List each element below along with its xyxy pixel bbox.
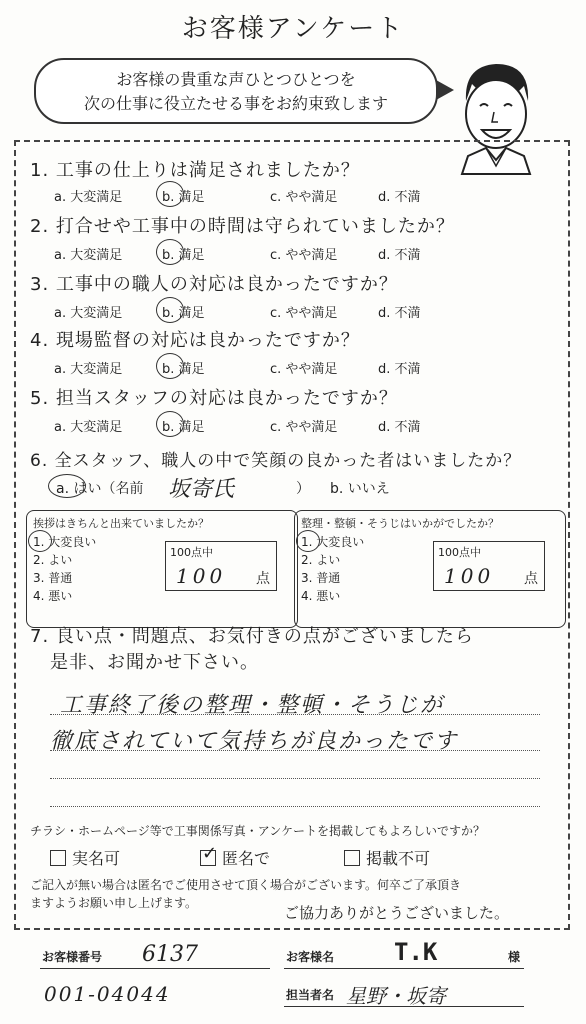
option-b: b. 満足 bbox=[162, 362, 205, 377]
customer-name-suffix: 様 bbox=[507, 950, 520, 964]
answer-circle bbox=[156, 239, 184, 265]
option-c: c. やや満足 bbox=[270, 306, 338, 321]
question-1-options bbox=[54, 186, 486, 205]
score-label: 100点中 bbox=[170, 546, 213, 559]
option-c: c. やや満足 bbox=[270, 190, 338, 205]
question-3: 3. 工事中の職人の対応は良かったですか？ bbox=[30, 274, 398, 295]
greeting-box-title: 挨拶はきちんと出来ていましたか？ bbox=[33, 517, 209, 530]
customer-name-field bbox=[284, 938, 524, 969]
option-b: b. 満足 bbox=[162, 420, 205, 435]
publish-note-2: ますようお願い申し上げます。 bbox=[30, 896, 198, 910]
tidy-box-title: 整理・整頓・そうじはいかがでしたか？ bbox=[301, 517, 499, 530]
question-7-line-1: 7. 良い点・問題点、お気付きの点がございましたら bbox=[30, 626, 474, 647]
checked-checkbox-icon bbox=[200, 850, 216, 866]
answer-circle bbox=[156, 411, 184, 437]
q6-close-paren: ） bbox=[296, 481, 310, 497]
answer-circle bbox=[156, 297, 184, 323]
score-label: 100点中 bbox=[438, 546, 481, 559]
score-value: 100 bbox=[176, 564, 227, 588]
option-d: d. 不満 bbox=[378, 190, 421, 205]
staff-label: 担当者名 bbox=[286, 988, 335, 1002]
item-1: 1. 大変良い bbox=[33, 535, 97, 549]
dotted-line bbox=[50, 714, 540, 715]
question-4: 4. 現場監督の対応は良かったですか？ bbox=[30, 330, 360, 351]
question-1: 1. 工事の仕上りは満足されましたか？ bbox=[30, 160, 360, 181]
publish-choice-none bbox=[344, 846, 430, 869]
dotted-line bbox=[50, 778, 540, 779]
question-6: 6. 全スタッフ、職人の中で笑顔の良かった者はいましたか？ bbox=[30, 451, 522, 471]
dotted-line bbox=[50, 806, 540, 807]
answer-circle bbox=[296, 530, 320, 552]
score-unit: 点 bbox=[256, 571, 270, 587]
choice-label: 匿名で bbox=[222, 849, 271, 868]
option-d: d. 不満 bbox=[378, 420, 421, 435]
answer-circle bbox=[156, 181, 184, 207]
checkbox-icon bbox=[50, 850, 66, 866]
option-c: c. やや満足 bbox=[270, 248, 338, 263]
thanks-message: ご協力ありがとうございました。 bbox=[284, 904, 510, 922]
choice-label: 実名可 bbox=[72, 849, 121, 868]
q7-answer-line-1: 工事終了後の整理・整頓・そうじが bbox=[60, 693, 445, 718]
tidy-box bbox=[294, 510, 566, 628]
dotted-line bbox=[50, 750, 540, 751]
publish-note-1: ご記入が無い場合は匿名でご使用させて頂く場合がございます。何卒ご了承頂き bbox=[30, 878, 462, 892]
question-5-options bbox=[54, 416, 486, 435]
item-4: 4. 悪い bbox=[301, 589, 341, 603]
checkbox-icon bbox=[344, 850, 360, 866]
greeting-score-box bbox=[165, 541, 277, 591]
item-3: 3. 普通 bbox=[301, 571, 341, 585]
answer-circle bbox=[48, 474, 86, 498]
customer-number-field bbox=[40, 942, 270, 969]
option-a: a. 大変満足 bbox=[54, 190, 123, 205]
customer-number-value: 6137 bbox=[142, 942, 198, 967]
publish-question: チラシ・ホームページ等で工事関係写真・アンケートを掲載してもよろしいですか？ bbox=[30, 824, 486, 838]
answer-circle bbox=[156, 353, 184, 379]
bubble-line-2: 次の仕事に役立たせる事をお約束致します bbox=[83, 94, 388, 113]
option-a: a. 大変満足 bbox=[54, 248, 123, 263]
option-b: b. 満足 bbox=[162, 248, 205, 263]
score-value: 100 bbox=[444, 564, 495, 588]
option-b: b. 満足 bbox=[162, 190, 205, 205]
q6-no-label: b. いいえ bbox=[330, 481, 390, 497]
customer-code: 001-04044 bbox=[44, 982, 171, 1006]
option-a: a. 大変満足 bbox=[54, 306, 123, 321]
speech-bubble bbox=[34, 58, 438, 124]
question-3-options bbox=[54, 302, 486, 321]
option-a: a. 大変満足 bbox=[54, 362, 123, 377]
option-b: b. 満足 bbox=[162, 306, 205, 321]
answer-circle bbox=[28, 530, 52, 552]
customer-name-value: T.K bbox=[394, 938, 438, 966]
greeting-box bbox=[26, 510, 298, 628]
question-2: 2. 打合せや工事中の時間は守られていましたか？ bbox=[30, 216, 455, 237]
question-5: 5. 担当スタッフの対応は良かったですか？ bbox=[30, 388, 398, 409]
customer-name-label: お客様名 bbox=[286, 950, 335, 964]
staff-value: 星野・坂寄 bbox=[346, 984, 446, 1008]
item-1: 1. 大変良い bbox=[301, 535, 365, 549]
option-a: a. 大変満足 bbox=[54, 420, 123, 435]
q6-yes-label: a. はい（名前 bbox=[56, 481, 144, 497]
item-2: 2. よい bbox=[33, 553, 73, 567]
question-7-line-2: 是非、お聞かせ下さい。 bbox=[50, 652, 259, 673]
item-4: 4. 悪い bbox=[33, 589, 73, 603]
option-c: c. やや満足 bbox=[270, 362, 338, 377]
publish-choice-real-name bbox=[50, 846, 120, 869]
option-d: d. 不満 bbox=[378, 306, 421, 321]
option-c: c. やや満足 bbox=[270, 420, 338, 435]
option-d: d. 不満 bbox=[378, 362, 421, 377]
item-2: 2. よい bbox=[301, 553, 341, 567]
option-d: d. 不満 bbox=[378, 248, 421, 263]
q6-name-handwritten: 坂寄氏 bbox=[168, 477, 235, 502]
q7-answer-line-2: 徹底されていて気持ちが良かったです bbox=[50, 729, 459, 754]
question-4-options bbox=[54, 358, 486, 377]
choice-label: 掲載不可 bbox=[366, 849, 431, 868]
customer-number-label: お客様番号 bbox=[42, 950, 103, 964]
item-3: 3. 普通 bbox=[33, 571, 73, 585]
page-title: お客様アンケート bbox=[181, 14, 405, 44]
bubble-line-1: お客様の貴重な声ひとつひとつを bbox=[116, 70, 356, 89]
publish-choice-anonymous bbox=[200, 846, 270, 869]
staff-field bbox=[284, 980, 524, 1007]
score-unit: 点 bbox=[524, 571, 538, 587]
tidy-score-box bbox=[433, 541, 545, 591]
question-2-options bbox=[54, 244, 486, 263]
